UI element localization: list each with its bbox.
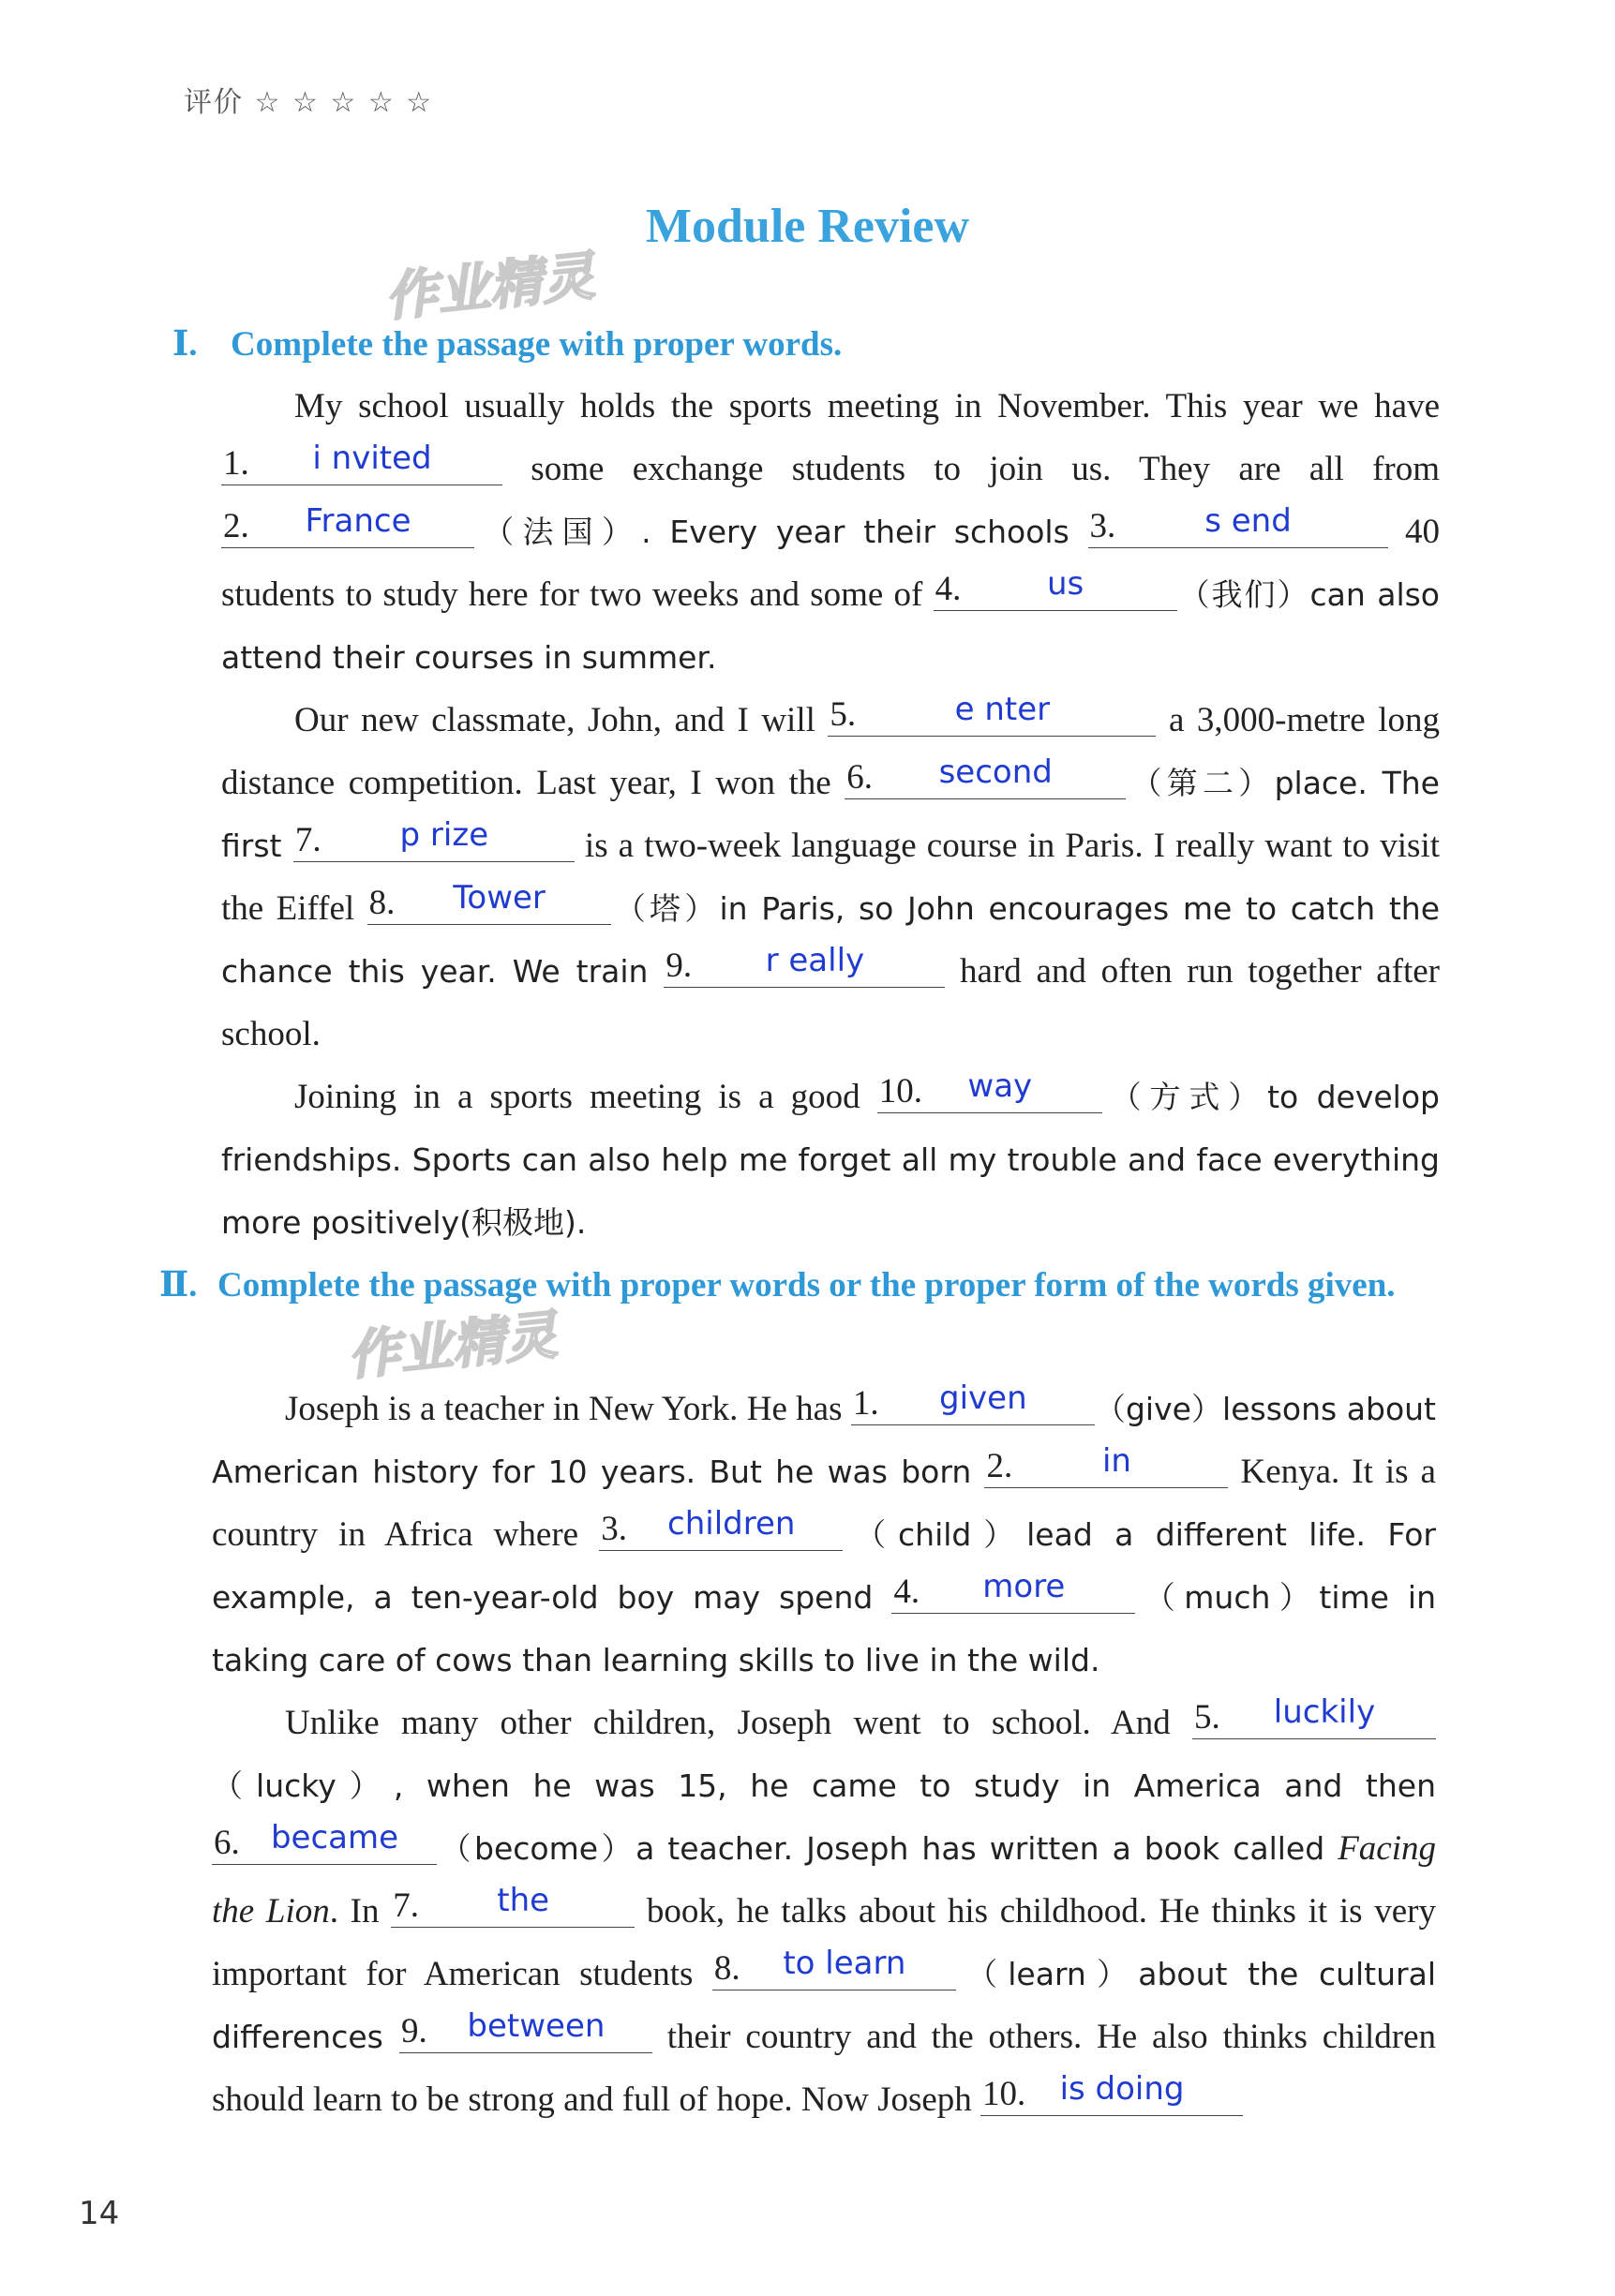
answer-blank[interactable]: 5. e nter <box>828 694 1156 737</box>
page-number: 14 <box>79 2195 120 2232</box>
page-title: Module Review <box>645 200 970 253</box>
answer-blank[interactable]: 1. i nvited <box>221 443 502 485</box>
answer-blank[interactable]: 3. children <box>599 1509 843 1551</box>
answer-blank[interactable]: 6. became <box>212 1823 437 1865</box>
answer-blank[interactable]: 4. more <box>891 1572 1135 1614</box>
section1-number: Ⅰ. <box>172 325 198 364</box>
watermark: 作业精灵 <box>344 1305 561 1388</box>
section2-passage <box>212 1378 1436 2131</box>
answer-blank[interactable]: 9. between <box>399 2011 652 2053</box>
paragraph: Unlike many other children, Joseph went to school. And 5. luckily （lucky）, when he was 15, he came to study in America and then 6. became （become）a teacher. Joseph has written a book called Facing the Lion. In 7. the book, he talks about his childhood. He thinks it is very important for American students 8. to learn （learn）about the cultural differences 9. between their country and the others. He also thinks children should learn to be strong and full of hope. Now Joseph 10. is doing <box>212 1693 1437 2119</box>
answer-blank[interactable]: 9. r eally <box>664 946 945 988</box>
section1-heading <box>172 315 842 375</box>
section1-instruction: Complete the passage with proper words. <box>231 325 843 364</box>
watermark: 作业精灵 <box>381 246 598 329</box>
answer-blank[interactable]: 3. s end <box>1088 506 1388 548</box>
answer-blank[interactable]: 2. France <box>221 506 474 548</box>
section2-number: Ⅱ. <box>159 1266 198 1305</box>
section1-passage <box>221 375 1440 1254</box>
section2-instruction: Complete the passage with proper words or the proper form of the words given. <box>217 1266 1396 1305</box>
answer-blank[interactable]: 10. is doing <box>980 2074 1243 2116</box>
answer-blank[interactable]: 2. in <box>984 1446 1228 1488</box>
paragraph: Our new classmate, John, and I will 5. e nter a 3,000-metre long distance competition. Last year, I won the 6. second （第二）place. The first 7. p rize is a two-week language course in Paris. I really want to visit the Eiffel 8. Tower （塔）in Paris, so John encourages me to catch the chance this year. We train 9. r eally hard and often run together after school. <box>221 691 1441 1053</box>
answer-blank[interactable]: 10. way <box>877 1071 1102 1113</box>
answer-blank[interactable]: 7. the <box>391 1886 635 1928</box>
rating-stars: ☆ ☆ ☆ ☆ ☆ <box>254 86 434 119</box>
paragraph: My school usually holds the sports meeting in November. This year we have 1. i nvited some exchange students to join us. They are all from 2. France （法国）. Every year their schools 3. s end 40 students to study here for two weeks and some of 4. us （我们）can also attend their courses in summer. <box>221 387 1441 676</box>
paragraph: Joining in a sports meeting is a good 10. way （方式）to develop friendships. Sports can also help me forget all my trouble and face everything more positively(积极地). <box>221 1067 1440 1241</box>
answer-blank[interactable]: 8. to learn <box>712 1948 956 1990</box>
paragraph: Joseph is a teacher in New York. He has 1. given （give）lessons about American history for 10 years. But he was born 2. in Kenya. It is a country in Africa where 3. children （child）lead a different life. For example, a ten-year-old boy may spend 4. more （much）time in taking care of cows than learning skills to live in the wild. <box>212 1379 1436 1678</box>
answer-blank[interactable]: 6. second <box>845 757 1126 799</box>
answer-blank[interactable]: 7. p rize <box>293 820 575 862</box>
section2-heading <box>159 1256 1434 1316</box>
answer-blank[interactable]: 5. luckily <box>1192 1697 1436 1739</box>
answer-blank[interactable]: 8. Tower <box>367 883 611 925</box>
answer-blank[interactable]: 1. given <box>851 1383 1095 1425</box>
rating-label: 评价 <box>184 86 244 119</box>
answer-blank[interactable]: 4. us <box>934 569 1177 611</box>
rating <box>184 79 433 120</box>
